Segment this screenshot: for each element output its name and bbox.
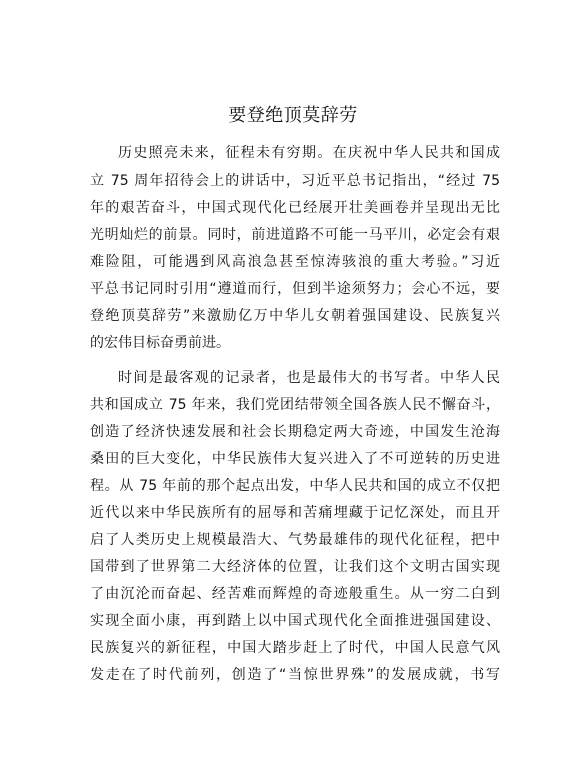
text-line: 民族复兴的新征程，中国大踏步赶上了时代，中国人民意气风: [90, 640, 500, 656]
document-title: 要登绝顶莫辞劳: [228, 105, 358, 126]
text-line: 创造了经济快速发展和社会长期稳定两大奇迹，中国发生沧海: [90, 424, 500, 440]
text-line: 光明灿烂的前景。同时，前进道路不可能一马平川，必定会有艰: [90, 227, 500, 243]
text-line: 国带到了世界第二大经济体的位置，让我们这个文明古国实现: [90, 559, 500, 575]
text-line: 登绝顶莫辞劳”来激励亿万中华儿女朝着强国建设、民族复兴: [90, 308, 500, 324]
text-line: 时间是最客观的记录者，也是最伟大的书写者。中华人民: [118, 370, 500, 386]
text-line: 共和国成立 75 年来，我们党团结带领全国各族人民不懈奋斗，: [90, 397, 500, 413]
text-line: 难险阻，可能遇到风高浪急甚至惊涛骇浪的重大考验。”习近: [90, 254, 500, 270]
text-line: 立 75 周年招待会上的讲话中，习近平总书记指出，“经过 75: [90, 173, 500, 189]
text-line: 启了人类历史上规模最浩大、气势最雄伟的现代化征程，把中: [90, 532, 500, 548]
text-line: 平总书记同时引用“遵道而行，但到半途须努力；会心不远，要: [90, 281, 500, 297]
text-line: 实现全面小康，再到踏上以中国式现代化全面推进强国建设、: [90, 613, 500, 629]
text-line: 近代以来中华民族所有的屈辱和苦痛埋藏于记忆深处，而且开: [90, 505, 500, 521]
text-line: 了由沉沦而奋起、经苦难而辉煌的奇迹般重生。从一穷二白到: [90, 586, 500, 602]
text-line: 发走在了时代前列，创造了“当惊世界殊”的发展成就，书写: [90, 667, 500, 683]
text-line: 历史照亮未来，征程未有穷期。在庆祝中华人民共和国成: [118, 145, 500, 161]
text-line: 程。从 75 年前的那个起点出发，中华人民共和国的成立不仅把: [90, 478, 500, 494]
text-line: 的宏伟目标奋勇前进。: [90, 335, 230, 351]
text-line: 年的艰苦奋斗，中国式现代化已经展开壮美画卷并呈现出无比: [90, 200, 500, 216]
text-line: 桑田的巨大变化，中华民族伟大复兴进入了不可逆转的历史进: [90, 451, 500, 467]
